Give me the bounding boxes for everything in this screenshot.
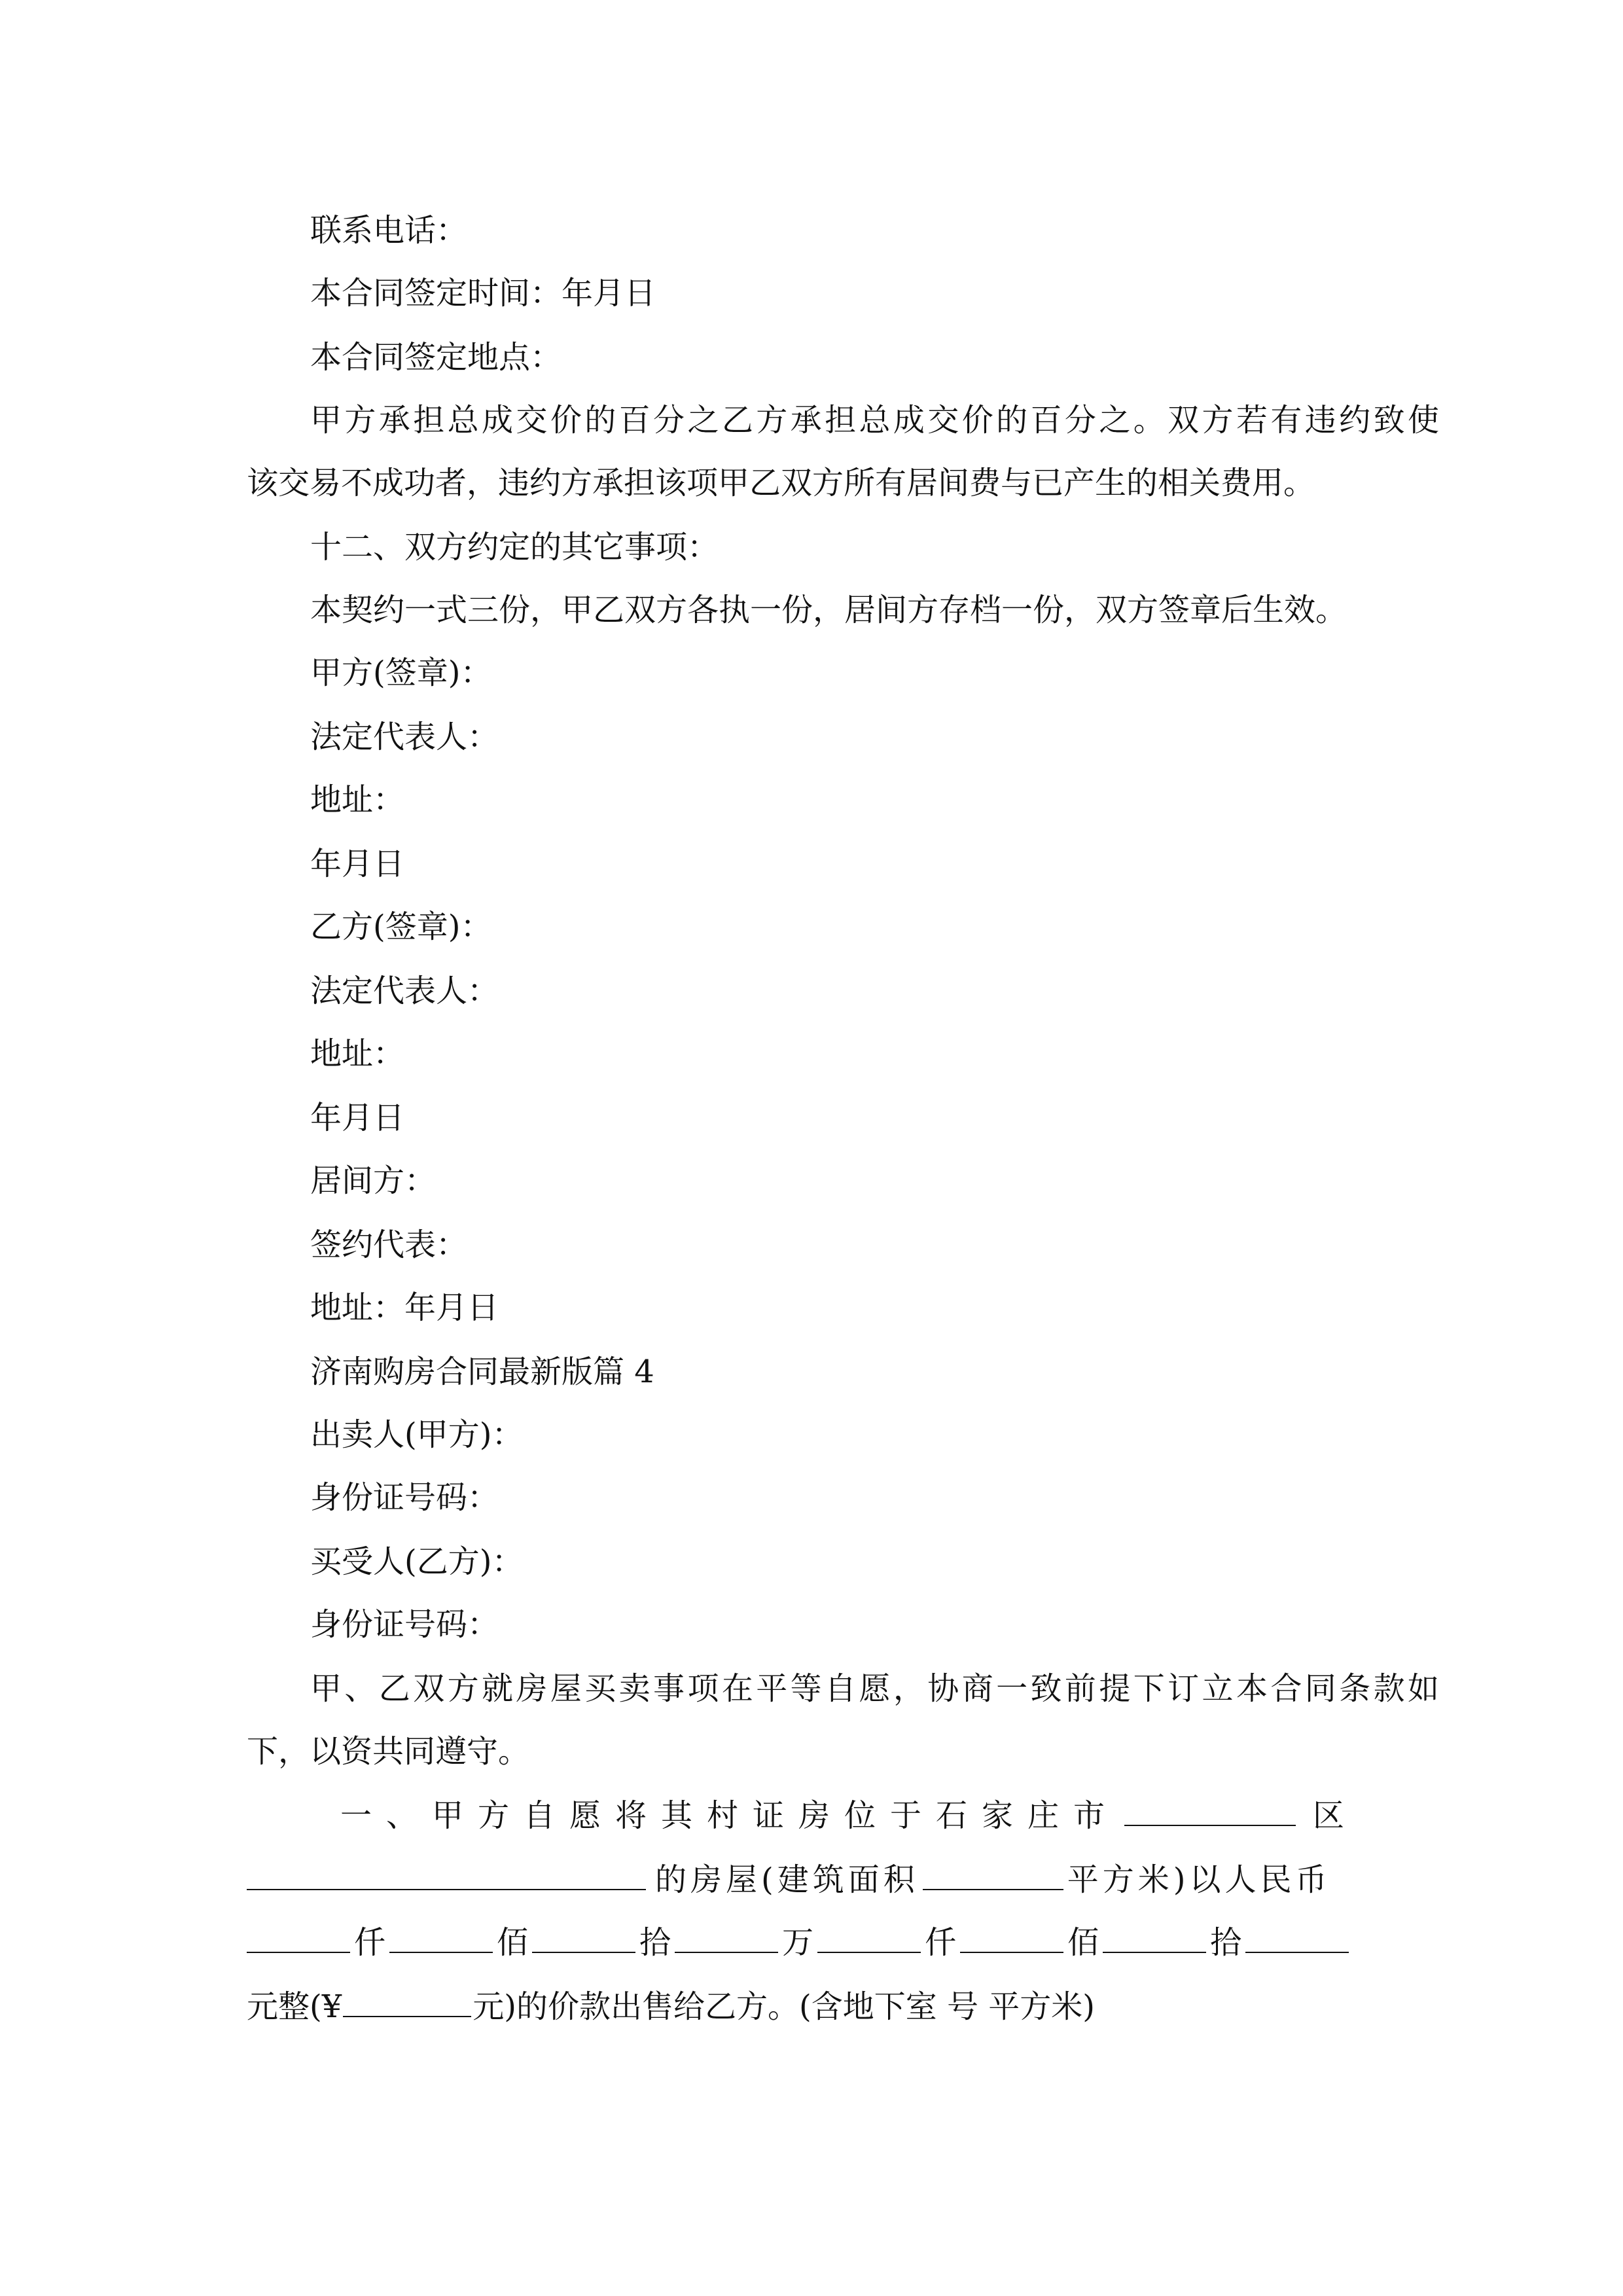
clause-one-text-e: 元整(¥ (247, 1988, 342, 2025)
intermediary-line: 居间方： (310, 1162, 437, 1199)
party-b-date-line: 年月日 (310, 1100, 405, 1136)
clause-one-line1 (340, 1795, 1376, 1835)
location-blank[interactable] (247, 1859, 646, 1890)
amount-blank-6[interactable] (960, 1922, 1063, 1953)
unit-label: 佰 (497, 1924, 529, 1961)
unit-label: 佰 (1067, 1924, 1099, 1961)
signing-place-line: 本合同签定地点： (310, 339, 562, 376)
clause-one-text-b: 区 (1313, 1797, 1345, 1834)
seller-id-line: 身份证号码： (310, 1479, 499, 1516)
unit-label: 仟 (354, 1924, 386, 1961)
signing-date-line: 本合同签定时间：年月日 (310, 275, 656, 312)
paragraph-fee-line1: 甲方承担总成交价的百分之乙方承担总成交价的百分之。双方若有违约致使 (310, 402, 1439, 439)
party-a-seal-line: 甲方(签章)： (310, 655, 492, 691)
buyer-id-line: 身份证号码： (310, 1606, 499, 1643)
amount-blank-7[interactable] (1103, 1922, 1206, 1953)
clause-one-line2 (247, 1859, 1330, 1899)
party-b-address-line: 地址： (310, 1035, 405, 1072)
party-a-address-line: 地址： (310, 781, 405, 818)
copies-clause-line: 本契约一式三份，甲乙双方各执一份，居间方存档一份，双方签章后生效。 (310, 592, 1347, 628)
district-blank[interactable] (1124, 1795, 1296, 1826)
seller-line: 出卖人(甲方)： (310, 1416, 524, 1453)
amount-blank-4[interactable] (675, 1922, 778, 1953)
amount-blank-1[interactable] (247, 1922, 350, 1953)
party-a-date-line: 年月日 (310, 846, 405, 882)
clause-one-line3 (247, 1922, 1376, 1962)
clause-one-text-d: 平方米)以人民币 (1067, 1861, 1331, 1898)
unit-label: 拾 (1210, 1924, 1242, 1961)
clause-one-text-f: 元)的价款出售给乙方。(含地下室 号 平方米) (473, 1988, 1095, 2025)
paragraph-fee-line2: 该交易不成功者，违约方承担该项甲乙双方所有居间费与已产生的相关费用。 (247, 465, 1315, 501)
price-blank[interactable] (343, 1986, 471, 2017)
amount-blank-3[interactable] (532, 1922, 635, 1953)
clause-one-text-c: 的房屋(建筑面积 (655, 1861, 919, 1898)
buyer-line: 买受人(乙方)： (310, 1543, 524, 1580)
party-a-rep-line: 法定代表人： (310, 719, 499, 755)
section-twelve-heading: 十二、双方约定的其它事项： (310, 529, 719, 565)
amount-blank-2[interactable] (389, 1922, 493, 1953)
unit-label: 万 (782, 1924, 814, 1961)
unit-label: 仟 (925, 1924, 957, 1961)
party-b-rep-line: 法定代表人： (310, 973, 499, 1009)
area-blank[interactable] (923, 1859, 1063, 1890)
amount-blank-8[interactable] (1245, 1922, 1349, 1953)
section-heading-4: 济南购房合同最新版篇 4 (310, 1354, 654, 1390)
unit-label: 拾 (639, 1924, 671, 1961)
amount-blank-5[interactable] (817, 1922, 921, 1953)
clause-one-text-a: 一、甲方自愿将其村证房位于石家庄市 (340, 1797, 1120, 1834)
agreement-intro-line2: 下，以资共同遵守。 (247, 1733, 530, 1770)
clause-one-line4 (247, 1986, 1095, 2026)
agreement-intro-line1: 甲、乙双方就房屋买卖事项在平等自愿，协商一致前提下订立本合同条款如 (310, 1670, 1439, 1707)
party-b-seal-line: 乙方(签章)： (310, 908, 492, 945)
intermediary-address-date-line: 地址：年月日 (310, 1289, 499, 1326)
signing-rep-line: 签约代表： (310, 1227, 468, 1263)
contact-phone-line: 联系电话： (310, 212, 468, 249)
